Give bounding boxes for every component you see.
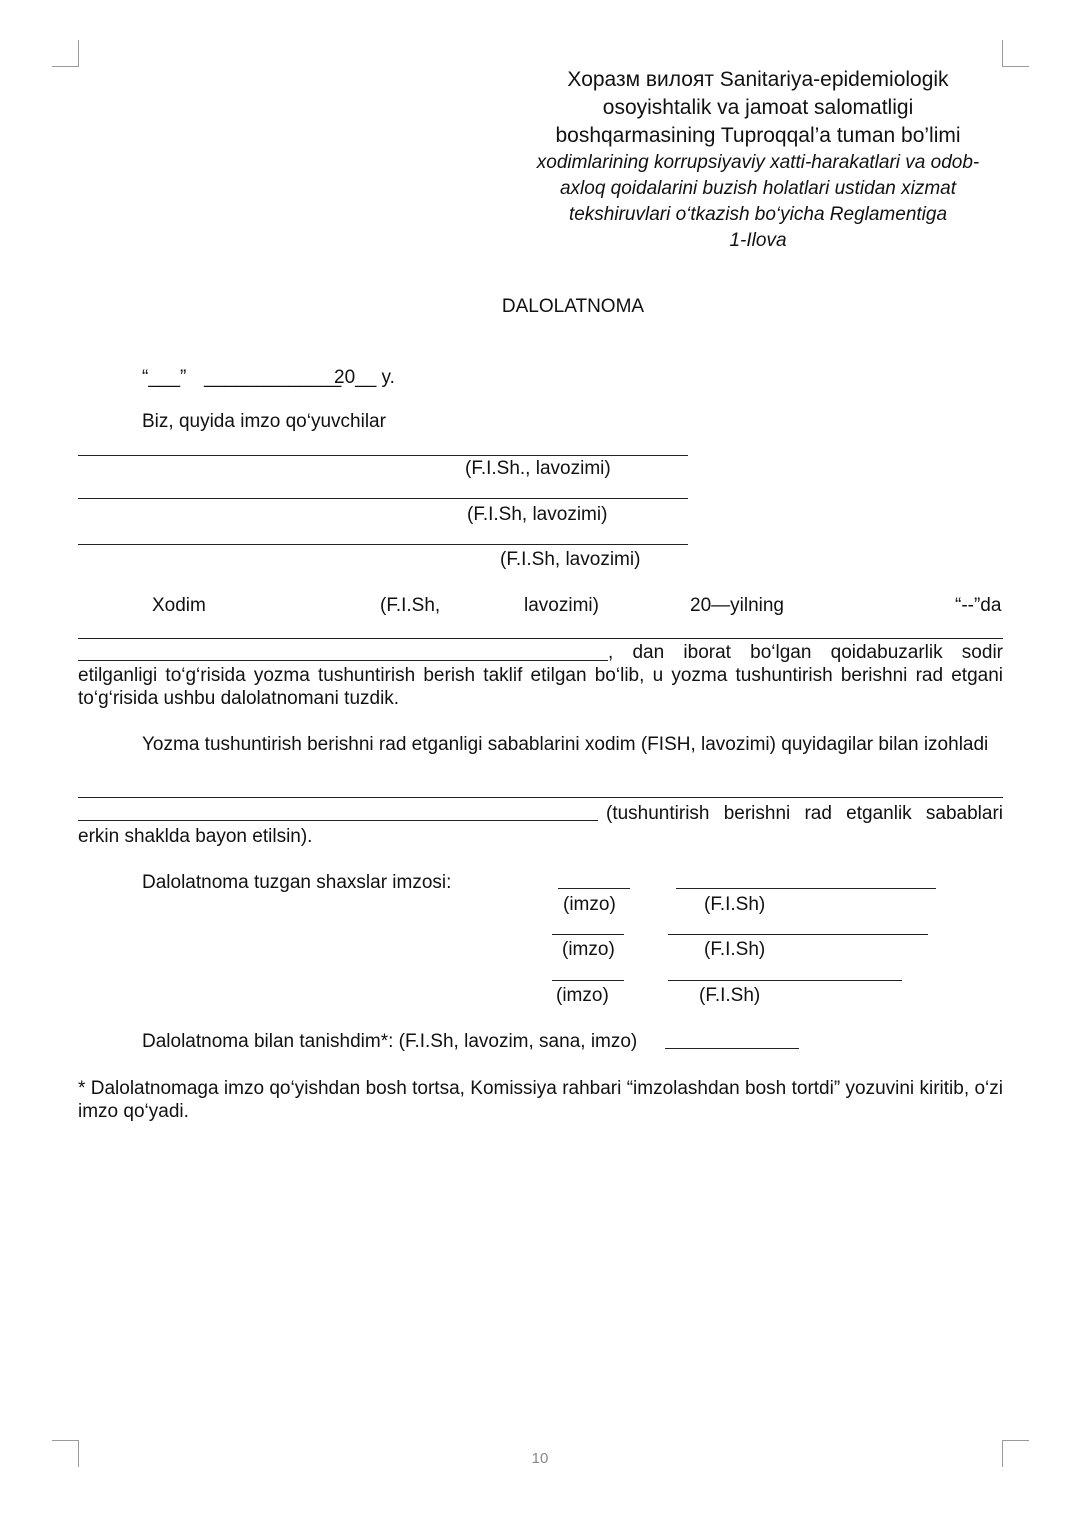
paragraph2-start: Yozma tushuntirish berishni rad etganligi sabablarini xodim (FISH, lavozimi) quyidagilar bilan izohladi xyxy=(142,734,989,755)
signature-fish-label-2: (F.I.Sh) xyxy=(704,939,766,960)
header-italic-3: tekshiruvlari o‘tkazish bo‘yicha Reglamentiga xyxy=(568,204,948,225)
paragraph1-tail: , dan iborat bo‘lgan qoidabuzarlik sodir xyxy=(608,642,1003,663)
employee-word: Xodim xyxy=(152,595,206,616)
signature-imzo-line-3 xyxy=(552,980,624,981)
employee-fish: (F.I.Sh, xyxy=(380,595,441,616)
signature-imzo-label-2: (imzo) xyxy=(562,939,615,960)
paragraph2-rest: erkin shaklda bayon etilsin). xyxy=(78,826,313,847)
signature-imzo-line-2 xyxy=(552,934,624,935)
date-day: “___” xyxy=(142,367,187,388)
date-year: 20__ y. xyxy=(334,367,395,388)
violation-line-2 xyxy=(78,660,608,661)
header-line-1: Хоразм вилоят Sanitariya-epidemiologik xyxy=(567,68,949,91)
signature-imzo-line-1 xyxy=(558,888,630,889)
signature-fish-line-2 xyxy=(668,934,928,935)
document-header xyxy=(500,66,1016,254)
reason-line-2 xyxy=(78,820,598,821)
header-line-3: boshqarmasining Tuproqqal’a tuman bo’limi xyxy=(555,124,961,147)
page-number: 10 xyxy=(531,1450,549,1467)
header-italic-4: 1-Ilova xyxy=(729,230,787,251)
signatory-line-3 xyxy=(78,544,688,545)
signatures-label: Dalolatnoma tuzgan shaxslar imzosi: xyxy=(142,872,452,893)
header-line-2: osoyishtalik va jamoat salomatligi xyxy=(602,96,914,119)
signature-fish-line-3 xyxy=(668,980,902,981)
crop-mark-top-right xyxy=(1002,40,1029,67)
signature-fish-label-1: (F.I.Sh) xyxy=(704,894,766,915)
crop-mark-top-left xyxy=(52,40,79,67)
acquainted-line xyxy=(665,1048,799,1049)
paragraph2-tail: (tushuntirish berishni rad etganlik sabablari xyxy=(606,803,1003,824)
date-month-blank: _____________ xyxy=(204,367,342,388)
signatory-label-2: (F.I.Sh, lavozimi) xyxy=(467,504,608,525)
header-italic-1: xodimlarining korrupsiyaviy xatti-harakatlari va odob- xyxy=(536,152,980,173)
intro-text: Biz, quyida imzo qo‘yuvchilar xyxy=(142,411,386,432)
employee-day: “--”da xyxy=(955,595,1002,616)
signature-fish-label-3: (F.I.Sh) xyxy=(699,985,761,1006)
signature-imzo-label-1: (imzo) xyxy=(563,894,616,915)
signatory-line-1 xyxy=(78,455,688,456)
paragraph1-rest: etilganligi to‘g‘risida yozma tushuntirish berish taklif etilgan bo‘lib, u yozma tushuntirish berishni rad etgani to‘g‘risida ushbu dalolatnomani tuzdik. xyxy=(78,665,1003,709)
acquainted-text: Dalolatnoma bilan tanishdim*: (F.I.Sh, lavozim, sana, imzo) xyxy=(142,1031,638,1052)
signatory-label-3: (F.I.Sh, lavozimi) xyxy=(500,549,641,570)
violation-line-1 xyxy=(78,638,1003,639)
signatory-label-1: (F.I.Sh., lavozimi) xyxy=(465,458,611,479)
signatory-line-2 xyxy=(78,498,688,499)
document-title: DALOLATNOMA xyxy=(501,296,645,317)
footnote: * Dalolatnomaga imzo qo‘yishdan bosh tortsa, Komissiya rahbari “imzolashdan bosh tortdi” yozuvini kiritib, o‘zi imzo qo‘yadi. xyxy=(78,1078,1003,1122)
employee-position: lavozimi) xyxy=(524,595,599,616)
reason-line-1 xyxy=(78,797,1003,798)
signature-imzo-label-3: (imzo) xyxy=(556,985,609,1006)
employee-year: 20—yilning xyxy=(690,595,784,616)
signature-fish-line-1 xyxy=(676,888,936,889)
header-italic-2: axloq qoidalarini buzish holatlari ustidan xizmat xyxy=(559,178,957,199)
